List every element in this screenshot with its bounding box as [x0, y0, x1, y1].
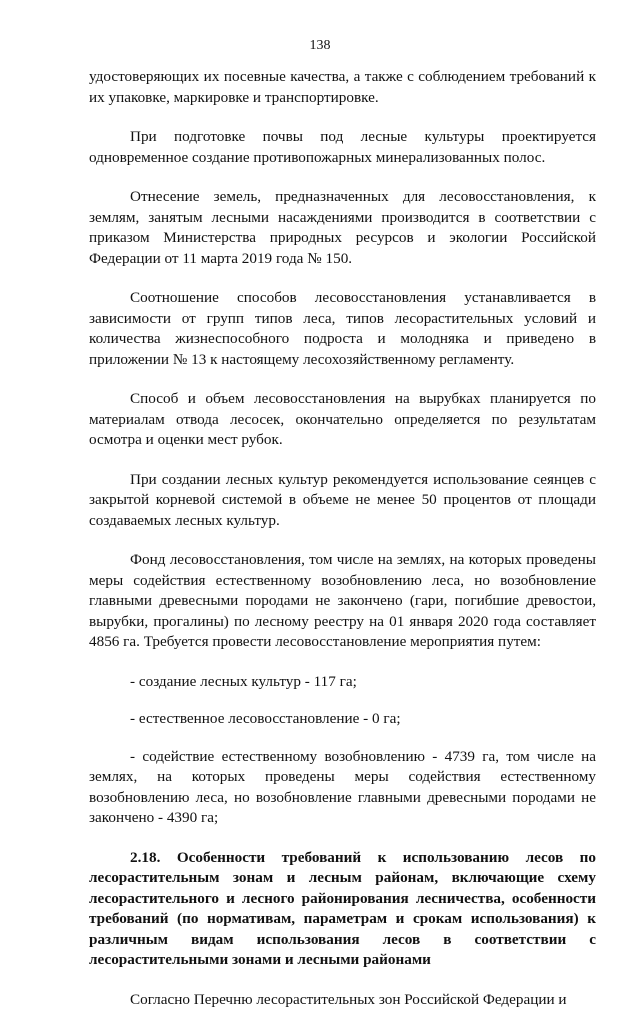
paragraph: Соотношение способов лесовосстановления устанавливается в зависимости от групп типов леса, типов лесорастительных условий и количества жизнеспособного подроста и молодняка и приведено в приложении № 13 к настоящему лесохозяйственному регламенту.: [89, 289, 596, 368]
paragraph: Способ и объем лесовосстановления на вырубках планируется по материалам отвода лесосек, окончательно определяется по результатам осмотра и оценки мест рубок.: [89, 390, 596, 448]
paragraph: Фонд лесовосстановления, том числе на землях, на которых проведены меры содействия естественному возобновлению леса, но возобновление главными древесными породами не закончено (гари, погибшие древостои, вырубки, прогалины) по лесному реестру на 01 января 2020 года составляет 4856 га. Требуется провести лесовосстановление мероприятия путем:: [89, 551, 596, 650]
paragraph-continuation: удостоверяющих их посевные качества, а также с соблюдением требований к их упаковке, маркировке и транспортировке.: [89, 68, 596, 106]
list-item: - создание лесных культур - 117 га;: [130, 672, 357, 690]
list-item: - естественное лесовосстановление - 0 га;: [130, 710, 401, 727]
list-item: - содействие естественному возобновлению - 4739 га, том числе на землях, на которых проведены меры содействия естественному возобновлению леса, но возобновление главными древесными породами не закончено - 4390 га;: [89, 747, 596, 826]
section-heading: 2.18. Особенности требований к использованию лесов по лесорастительным зонам и лесным районам, включающие схему лесорастительного и лесного районирования лесничества, особенности требований (по нормативам, параметрам и срокам использования) к различным видам использования лесов в соответствии с лесорастительными зонами и лесными районами: [89, 848, 596, 968]
paragraph: Отнесение земель, предназначенных для лесовосстановления, к землям, занятым лесными насаждениями производится в соответствии с приказом Министерства природных ресурсов и экологии Российской Федерации от 11 марта 2019 года № 150.: [89, 188, 596, 267]
paragraph: При создании лесных культур рекомендуется использование сеянцев с закрытой корневой системой в объеме не менее 50 процентов от площади создаваемых лесных культур.: [89, 470, 596, 529]
paragraph: Согласно Перечню лесорастительных зон Российской Федерации и: [130, 990, 567, 1008]
page-number: 138: [309, 38, 331, 53]
paragraph: При подготовке почвы под лесные культуры проектируется одновременное создание противопожарных минерализованных полос.: [89, 128, 596, 166]
page-body: [89, 67, 596, 1029]
